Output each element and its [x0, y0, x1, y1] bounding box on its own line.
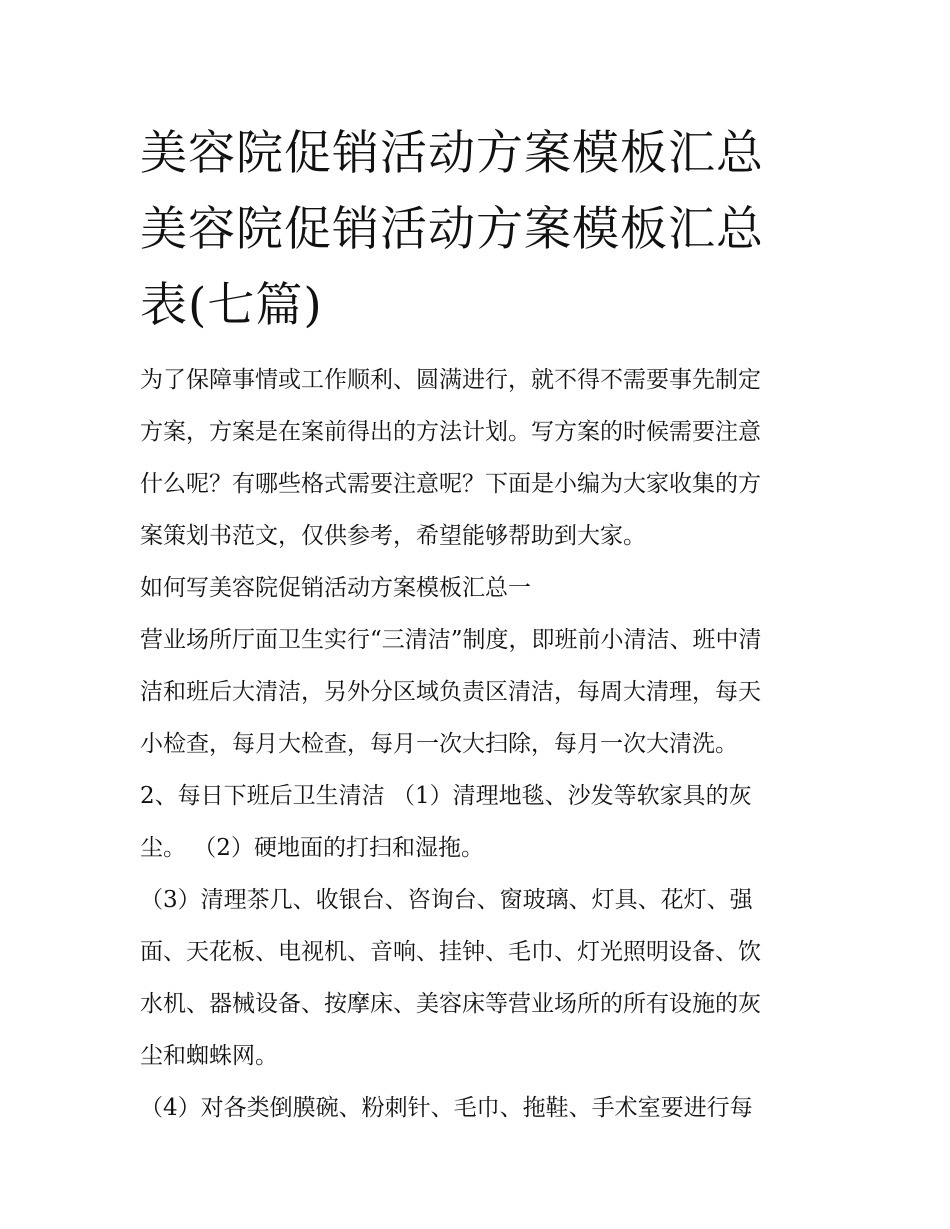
text-line: 2、每日下班后卫生清洁 （1）清理地毯、沙发等软家具的灰 [140, 783, 752, 809]
document-page [140, 116, 820, 1134]
text-line: 什么呢？有哪些格式需要注意呢？下面是小编为大家收集的方 [140, 471, 761, 497]
text-line: 营业场所厅面卫生实行“三清洁”制度，即班前小清洁、班中清 [140, 627, 762, 653]
title-line: 美容院促销活动方案模板汇总 [140, 202, 764, 257]
intro-paragraph [140, 354, 820, 562]
body-paragraph [140, 874, 820, 1082]
title-line: 表(七篇) [140, 278, 323, 333]
text-line: 面、天花板、电视机、音响、挂钟、毛巾、灯光照明设备、饮 [140, 939, 761, 965]
text-line: （3）清理茶几、收银台、咨询台、窗玻璃、灯具、花灯、强 [140, 887, 753, 913]
document-title [140, 116, 820, 344]
body-paragraph [140, 614, 820, 770]
text-line: 尘和蜘蛛网。 [140, 1043, 278, 1069]
body-paragraph [140, 770, 820, 874]
text-line: 洁和班后大清洁，另外分区域负责区清洁，每周大清理，每天 [140, 679, 761, 705]
text-line: 尘。 （2）硬地面的打扫和湿拖。 [140, 835, 484, 861]
text-line: 如何写美容院促销活动方案模板汇总一 [140, 575, 531, 601]
section-heading [140, 562, 820, 614]
text-line: （4）对各类倒膜碗、粉刺针、毛巾、拖鞋、手术室要进行每 [140, 1095, 753, 1121]
text-line: 水机、器械设备、按摩床、美容床等营业场所的所有设施的灰 [140, 991, 761, 1017]
title-line: 美容院促销活动方案模板汇总 [140, 126, 764, 181]
text-line: 方案，方案是在案前得出的方法计划。写方案的时候需要注意 [140, 419, 761, 445]
text-line: 案策划书范文，仅供参考，希望能够帮助到大家。 [140, 523, 646, 549]
text-line: 小检查，每月大检查，每月一次大扫除，每月一次大清洗。 [140, 731, 738, 757]
text-line: 为了保障事情或工作顺利、圆满进行，就不得不需要事先制定 [140, 367, 761, 393]
body-paragraph [140, 1082, 820, 1134]
